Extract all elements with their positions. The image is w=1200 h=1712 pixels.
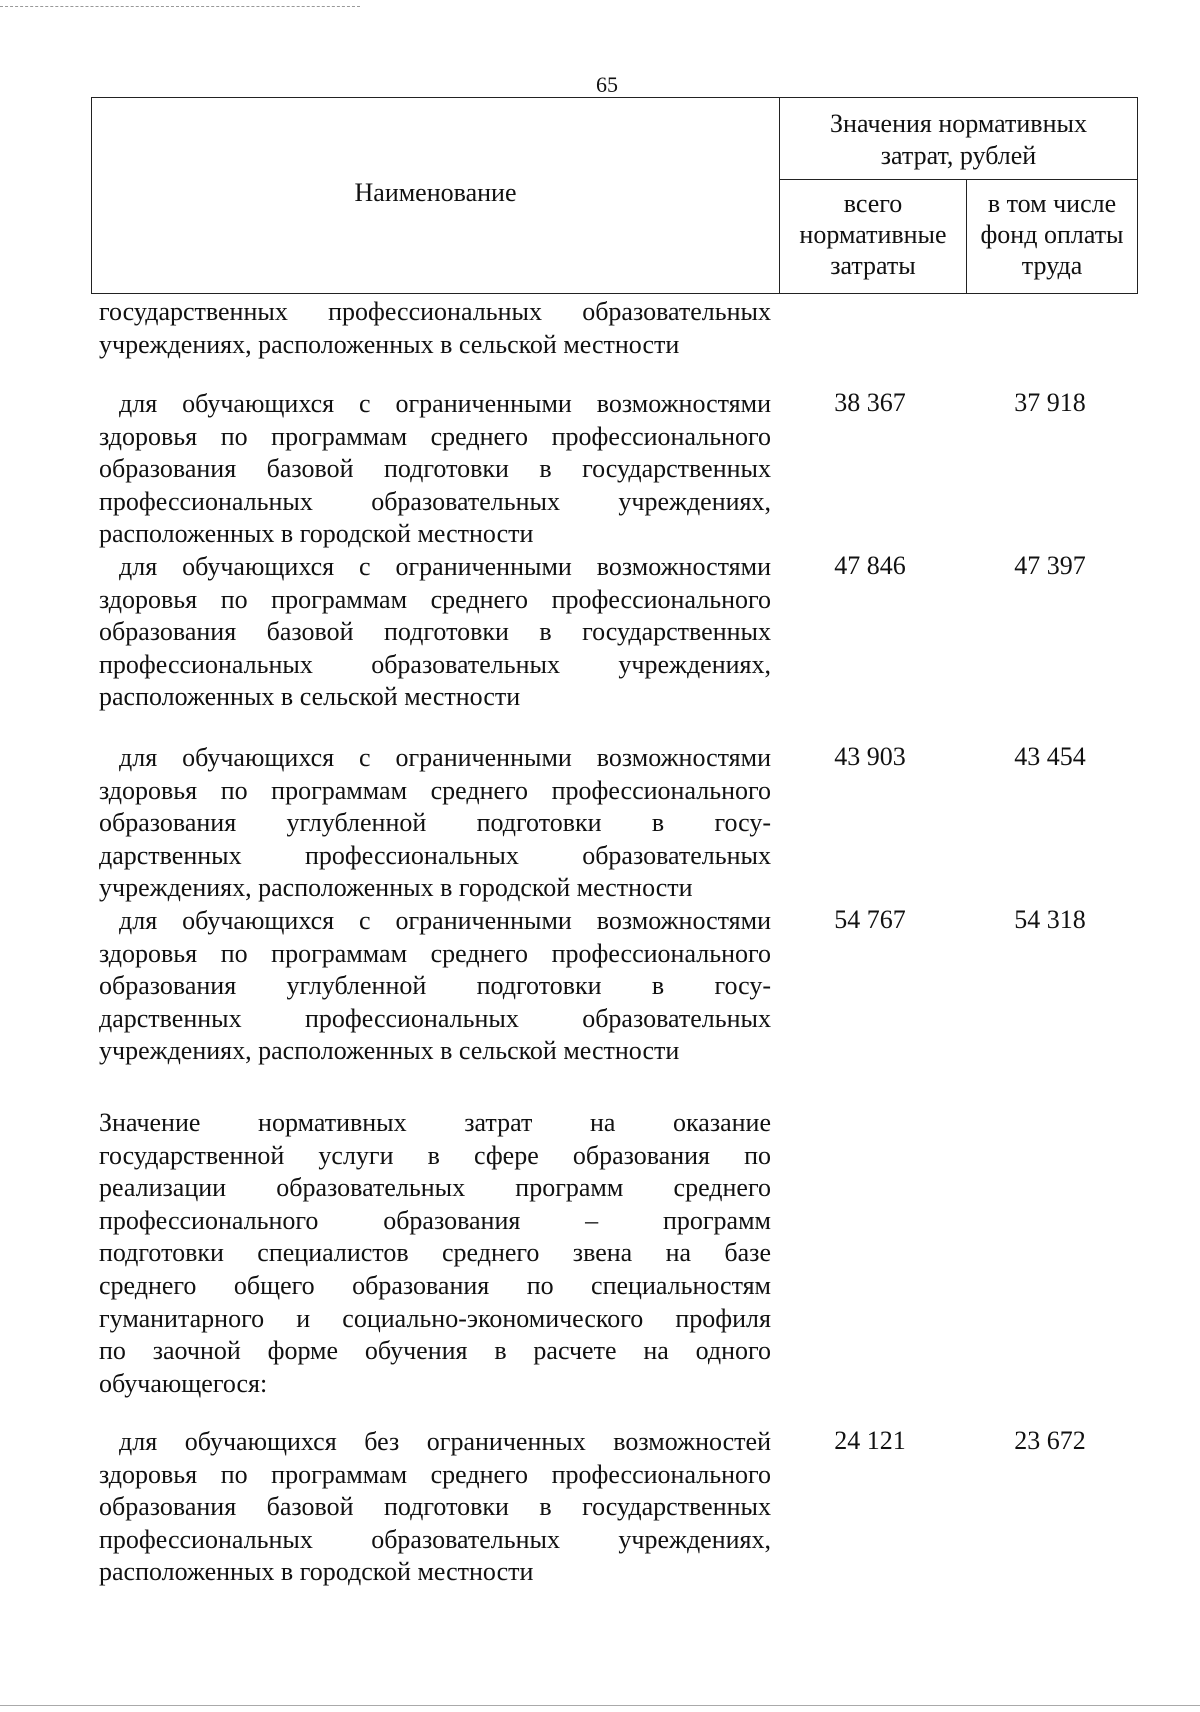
row-text-line: здоровья по программам среднего профессионального xyxy=(99,1459,771,1489)
column-header-name: Наименование xyxy=(92,98,780,293)
value-wage-fund: 23 672 xyxy=(1014,1426,1086,1455)
row-text-line: дарственных профессиональных образовательных xyxy=(99,840,771,870)
wage-header-line: фонд оплаты xyxy=(980,220,1124,249)
value-wage-fund: 54 318 xyxy=(1014,905,1086,934)
column-header-values xyxy=(780,98,1137,180)
scan-edge-bottom xyxy=(0,1705,1200,1706)
row-text-line: образования углубленной подготовки в госу- xyxy=(99,971,771,1001)
table-row-name xyxy=(99,388,771,551)
column-header-total xyxy=(780,180,967,293)
value-total: 43 903 xyxy=(834,742,906,771)
row-text-line: для обучающихся с ограниченными возможностями xyxy=(119,552,771,581)
page-number: 65 xyxy=(596,72,618,97)
wage-header-line: труда xyxy=(1021,251,1083,280)
row-text-line: расположенных в городской местности xyxy=(99,519,534,549)
row-text-line: по заочной форме обучения в расчете на одного xyxy=(99,1336,771,1366)
value-total: 47 846 xyxy=(834,551,906,580)
value-total: 38 367 xyxy=(834,388,906,417)
row-text-line: профессионального образования – программ xyxy=(99,1205,771,1235)
row-text-line: здоровья по программам среднего профессионального xyxy=(99,584,771,614)
wage-header-line: в том числе xyxy=(987,189,1117,218)
table-header xyxy=(91,97,1138,294)
value-wage-fund: 47 397 xyxy=(1014,551,1086,580)
row-text-line: образования базовой подготовки в государственных xyxy=(99,617,771,647)
value-wage-fund: 37 918 xyxy=(1014,388,1086,417)
value-total: 54 767 xyxy=(834,905,906,934)
row-text-line: здоровья по программам среднего профессионального xyxy=(99,938,771,968)
values-title-line: Значения нормативных xyxy=(830,109,1087,138)
row-text-line: образования базовой подготовки в государственных xyxy=(99,1492,771,1522)
row-text-line: для обучающихся с ограниченными возможностями xyxy=(119,906,771,935)
row-text-line: подготовки специалистов среднего звена на базе xyxy=(99,1238,771,1268)
row-text-line: дарственных профессиональных образовательных xyxy=(99,1003,771,1033)
table-row-name xyxy=(99,1426,771,1589)
value-wage-fund: 43 454 xyxy=(1014,742,1086,771)
section-heading-paragraph xyxy=(99,1107,771,1400)
table-row-name xyxy=(99,905,771,1068)
values-title-line: затрат, рублей xyxy=(880,141,1037,170)
row-text-line: учреждениях, расположенных в сельской местности xyxy=(99,329,680,359)
row-text-line: здоровья по программам среднего профессионального xyxy=(99,421,771,451)
row-text-line: образования базовой подготовки в государственных xyxy=(99,454,771,484)
row-text-line: здоровья по программам среднего профессионального xyxy=(99,775,771,805)
row-text-line: расположенных в городской местности xyxy=(99,1557,534,1587)
row-text-line: среднего общего образования по специальностям xyxy=(99,1270,771,1300)
row-text-line: учреждениях, расположенных в сельской местности xyxy=(99,1036,680,1066)
row-text-line: образования углубленной подготовки в госу- xyxy=(99,808,771,838)
total-header-line: нормативные xyxy=(799,220,947,249)
row-text-line: профессиональных образовательных учреждениях, xyxy=(99,486,771,516)
row-text-line: для обучающихся без ограниченных возможностей xyxy=(119,1427,771,1456)
value-total: 24 121 xyxy=(834,1426,906,1455)
row-text-line: государственных профессиональных образовательных xyxy=(99,297,771,326)
row-text-line: реализации образовательных программ среднего xyxy=(99,1173,771,1203)
scan-edge-top xyxy=(0,6,360,7)
row-text-line: расположенных в сельской местности xyxy=(99,682,521,712)
row-text-line: профессиональных образовательных учреждениях, xyxy=(99,649,771,679)
row-text-line: гуманитарного и социально-экономического профиля xyxy=(99,1303,771,1333)
row-text-line: обучающегося: xyxy=(99,1368,268,1398)
column-header-wage-fund xyxy=(967,180,1137,293)
total-header-line: всего xyxy=(843,189,903,218)
row-text-line: государственной услуги в сфере образования по xyxy=(99,1140,771,1170)
table-row-name xyxy=(99,296,771,361)
row-text-line: Значение нормативных затрат на оказание xyxy=(99,1108,771,1137)
total-header-line: затраты xyxy=(830,251,916,280)
row-text-line: для обучающихся с ограниченными возможностями xyxy=(119,389,771,418)
row-text-line: учреждениях, расположенных в городской местности xyxy=(99,873,693,903)
table-row-name xyxy=(99,742,771,905)
row-text-line: профессиональных образовательных учреждениях, xyxy=(99,1524,771,1554)
table-row-name xyxy=(99,551,771,714)
row-text-line: для обучающихся с ограниченными возможностями xyxy=(119,743,771,772)
